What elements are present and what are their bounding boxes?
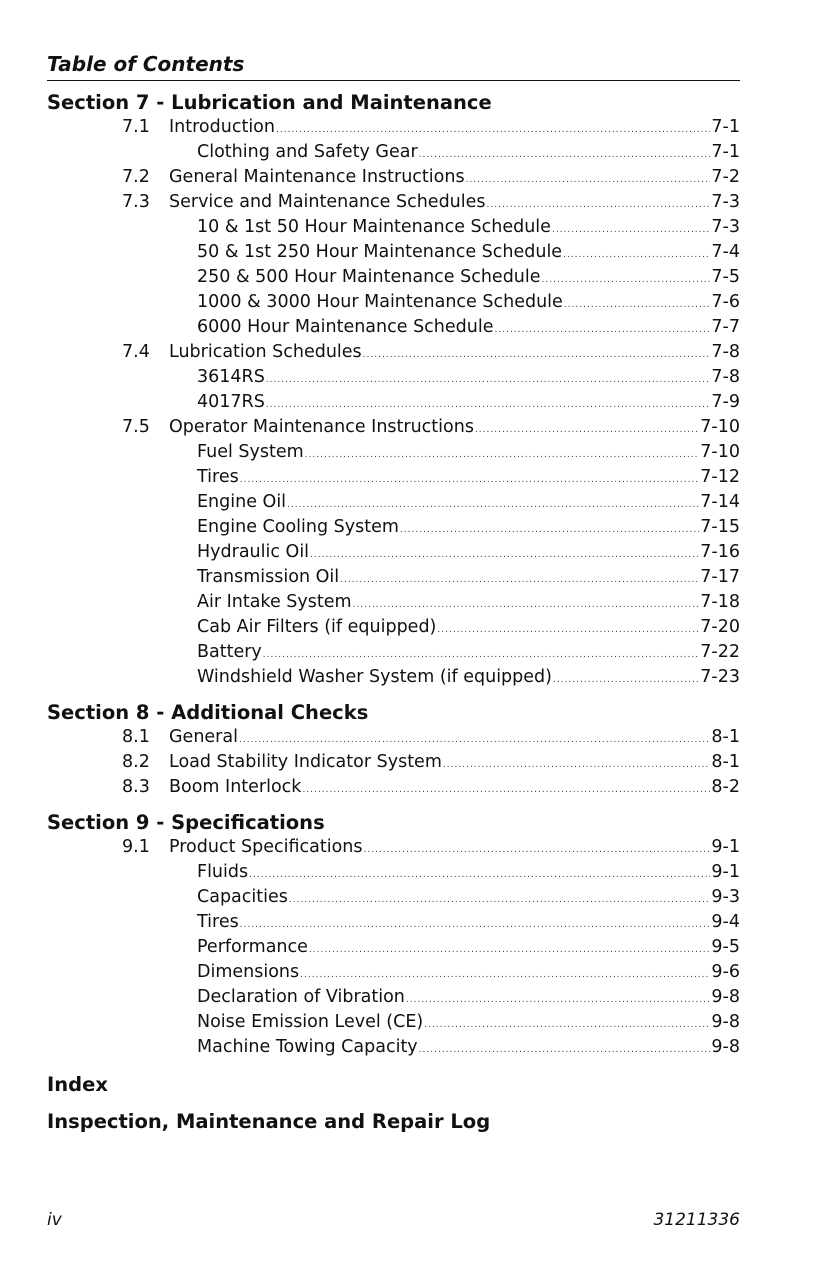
entry-line <box>197 960 740 988</box>
entry-page: 9-1 <box>711 862 740 882</box>
toc-entry[interactable] <box>47 390 740 415</box>
entry-page: 7-15 <box>700 517 740 537</box>
entry-title[interactable]: Load Stability Indicator System <box>169 752 442 772</box>
toc-entry[interactable] <box>47 590 740 615</box>
entry-line <box>197 665 740 693</box>
entry-page: 8-1 <box>711 727 740 747</box>
entry-page: 9-1 <box>711 837 740 857</box>
entry-line <box>197 490 740 518</box>
header-divider <box>47 80 740 81</box>
entry-page: 7-12 <box>700 467 740 487</box>
entry-title[interactable]: Fuel System <box>197 442 304 462</box>
entry-line <box>169 835 740 863</box>
entry-line <box>197 615 740 643</box>
entry-title[interactable]: Declaration of Vibration <box>197 987 405 1007</box>
entry-line <box>169 165 740 193</box>
entry-title[interactable]: Machine Towing Capacity <box>197 1037 418 1057</box>
entry-line <box>169 415 740 443</box>
entry-title[interactable]: Capacities <box>197 887 288 907</box>
entry-title[interactable]: Cab Air Filters (if equipped) <box>197 617 437 637</box>
toc-entry[interactable] <box>47 540 740 565</box>
entry-line <box>197 1010 740 1038</box>
entry-page: 7-23 <box>700 667 740 687</box>
entry-page: 7-7 <box>711 317 740 337</box>
page-title: Table of Contents <box>47 52 245 76</box>
entry-title[interactable]: Engine Oil <box>197 492 287 512</box>
entry-page: 7-1 <box>711 117 740 137</box>
entry-line <box>197 935 740 963</box>
toc-entry[interactable] <box>47 775 740 800</box>
entry-page: 7-10 <box>700 442 740 462</box>
table-of-contents <box>47 90 740 1134</box>
entry-page: 9-8 <box>711 1012 740 1032</box>
entry-title[interactable]: 10 & 1st 50 Hour Maintenance Schedule <box>197 217 551 237</box>
entry-title[interactable]: 1000 & 3000 Hour Maintenance Schedule <box>197 292 563 312</box>
entry-page: 9-4 <box>711 912 740 932</box>
toc-entry[interactable] <box>47 415 740 440</box>
entry-page: 9-8 <box>711 1037 740 1057</box>
entry-page: 7-6 <box>711 292 740 312</box>
entry-line <box>197 390 740 418</box>
toc-entry[interactable] <box>47 465 740 490</box>
entry-title[interactable]: Engine Cooling System <box>197 517 399 537</box>
toc-entry[interactable] <box>47 215 740 240</box>
entry-page: 7-14 <box>700 492 740 512</box>
entry-line <box>197 515 740 543</box>
entry-number: 8.3 <box>122 777 150 797</box>
section-spacer <box>47 1097 740 1109</box>
toc-entry[interactable] <box>47 960 740 985</box>
entry-title[interactable]: Dimensions <box>197 962 300 982</box>
toc-entry[interactable] <box>47 665 740 690</box>
entry-page: 8-1 <box>711 752 740 772</box>
entry-line <box>197 215 740 243</box>
entry-line <box>197 565 740 593</box>
entry-title[interactable]: General <box>169 727 238 747</box>
entry-title[interactable]: Boom Interlock <box>169 777 302 797</box>
entry-title[interactable]: Lubrication Schedules <box>169 342 362 362</box>
entry-line <box>169 340 740 368</box>
entry-page: 7-2 <box>711 167 740 187</box>
entry-line <box>197 860 740 888</box>
entry-line <box>169 775 740 803</box>
toc-entry[interactable] <box>47 340 740 365</box>
dot-leader <box>419 1038 711 1063</box>
entry-page: 9-8 <box>711 987 740 1007</box>
entry-line <box>169 115 740 143</box>
section-heading[interactable]: Inspection, Maintenance and Repair Log <box>47 1110 491 1133</box>
toc-entry[interactable] <box>47 640 740 665</box>
page-number: iv <box>47 1210 62 1230</box>
entry-title[interactable]: Operator Maintenance Instructions <box>169 417 474 437</box>
entry-title[interactable]: Air Intake System <box>197 592 352 612</box>
toc-entry[interactable] <box>47 265 740 290</box>
entry-number: 8.1 <box>122 727 150 747</box>
toc-entry[interactable] <box>47 985 740 1010</box>
entry-title[interactable]: Product Specifications <box>169 837 363 857</box>
toc-entry[interactable] <box>47 910 740 935</box>
entry-page: 9-3 <box>711 887 740 907</box>
toc-entry[interactable] <box>47 365 740 390</box>
section-heading: Section 8 - Additional Checks <box>47 701 369 724</box>
entry-line <box>197 140 740 168</box>
entry-title[interactable]: 50 & 1st 250 Hour Maintenance Schedule <box>197 242 563 262</box>
toc-entry[interactable] <box>47 615 740 640</box>
entry-title[interactable]: Clothing and Safety Gear <box>197 142 418 162</box>
entry-page: 7-20 <box>700 617 740 637</box>
entry-title[interactable]: Hydraulic Oil <box>197 542 310 562</box>
toc-entry[interactable] <box>47 1010 740 1035</box>
entry-line <box>197 640 740 668</box>
toc-entry[interactable] <box>47 750 740 775</box>
toc-entry[interactable] <box>47 725 740 750</box>
entry-page: 7-4 <box>711 242 740 262</box>
entry-page: 7-22 <box>700 642 740 662</box>
toc-entry[interactable] <box>47 935 740 960</box>
dot-leader <box>302 778 710 803</box>
section-heading: Section 9 - Specifications <box>47 811 325 834</box>
toc-entry[interactable] <box>47 290 740 315</box>
entry-page: 7-8 <box>711 367 740 387</box>
entry-number: 8.2 <box>122 752 150 772</box>
entry-line <box>169 190 740 218</box>
entry-line <box>197 465 740 493</box>
entry-line <box>197 885 740 913</box>
entry-line <box>197 240 740 268</box>
toc-entry[interactable] <box>47 1035 740 1060</box>
entry-title[interactable]: Fluids <box>197 862 249 882</box>
entry-page: 7-16 <box>700 542 740 562</box>
entry-page: 7-8 <box>711 342 740 362</box>
toc-entry[interactable] <box>47 240 740 265</box>
entry-line <box>169 750 740 778</box>
entry-title[interactable]: Noise Emission Level (CE) <box>197 1012 424 1032</box>
entry-line <box>197 540 740 568</box>
entry-number: 7.3 <box>122 192 150 212</box>
entry-title[interactable]: Performance <box>197 937 308 957</box>
toc-entry[interactable] <box>47 515 740 540</box>
entry-page: 7-17 <box>700 567 740 587</box>
entry-number: 7.2 <box>122 167 150 187</box>
entry-number: 7.5 <box>122 417 150 437</box>
toc-entry[interactable] <box>47 190 740 215</box>
entry-title[interactable]: Transmission Oil <box>197 567 340 587</box>
entry-title[interactable]: 6000 Hour Maintenance Schedule <box>197 317 494 337</box>
entry-line <box>197 365 740 393</box>
entry-page: 8-2 <box>711 777 740 797</box>
entry-line <box>197 1035 740 1063</box>
entry-title[interactable]: Introduction <box>169 117 275 137</box>
entry-page: 7-18 <box>700 592 740 612</box>
entry-number: 9.1 <box>122 837 150 857</box>
document-number: 31211336 <box>653 1210 740 1230</box>
entry-title[interactable]: General Maintenance Instructions <box>169 167 465 187</box>
entry-page: 7-5 <box>711 267 740 287</box>
entry-line <box>197 910 740 938</box>
toc-entry[interactable] <box>47 490 740 515</box>
entry-page: 7-10 <box>700 417 740 437</box>
entry-title[interactable]: 3614RS <box>197 367 265 387</box>
entry-number: 7.4 <box>122 342 150 362</box>
toc-entry[interactable] <box>47 860 740 885</box>
entry-line <box>197 315 740 343</box>
entry-line <box>197 265 740 293</box>
entry-title[interactable]: Battery <box>197 642 262 662</box>
entry-page: 9-6 <box>711 962 740 982</box>
entry-line <box>197 590 740 618</box>
toc-entry[interactable] <box>47 315 740 340</box>
entry-title[interactable]: Tires <box>197 912 239 932</box>
entry-title[interactable]: 4017RS <box>197 392 265 412</box>
entry-title[interactable]: Tires <box>197 467 239 487</box>
entry-title[interactable]: 250 & 500 Hour Maintenance Schedule <box>197 267 541 287</box>
dot-leader <box>553 668 699 693</box>
entry-number: 7.1 <box>122 117 150 137</box>
entry-page: 7-9 <box>711 392 740 412</box>
entry-title[interactable]: Windshield Washer System (if equipped) <box>197 667 552 687</box>
section-heading: Section 7 - Lubrication and Maintenance <box>47 91 492 114</box>
toc-entry[interactable] <box>47 835 740 860</box>
entry-line <box>197 985 740 1013</box>
toc-entry[interactable] <box>47 440 740 465</box>
entry-title[interactable]: Service and Maintenance Schedules <box>169 192 486 212</box>
entry-page: 9-5 <box>711 937 740 957</box>
toc-entry[interactable] <box>47 165 740 190</box>
entry-page: 7-3 <box>711 192 740 212</box>
entry-line <box>197 440 740 468</box>
entry-page: 7-1 <box>711 142 740 162</box>
toc-entry[interactable] <box>47 565 740 590</box>
entry-page: 7-3 <box>711 217 740 237</box>
entry-line <box>169 725 740 753</box>
toc-entry[interactable] <box>47 115 740 140</box>
entry-line <box>197 290 740 318</box>
toc-entry[interactable] <box>47 140 740 165</box>
toc-entry[interactable] <box>47 885 740 910</box>
section-heading[interactable]: Index <box>47 1073 108 1096</box>
